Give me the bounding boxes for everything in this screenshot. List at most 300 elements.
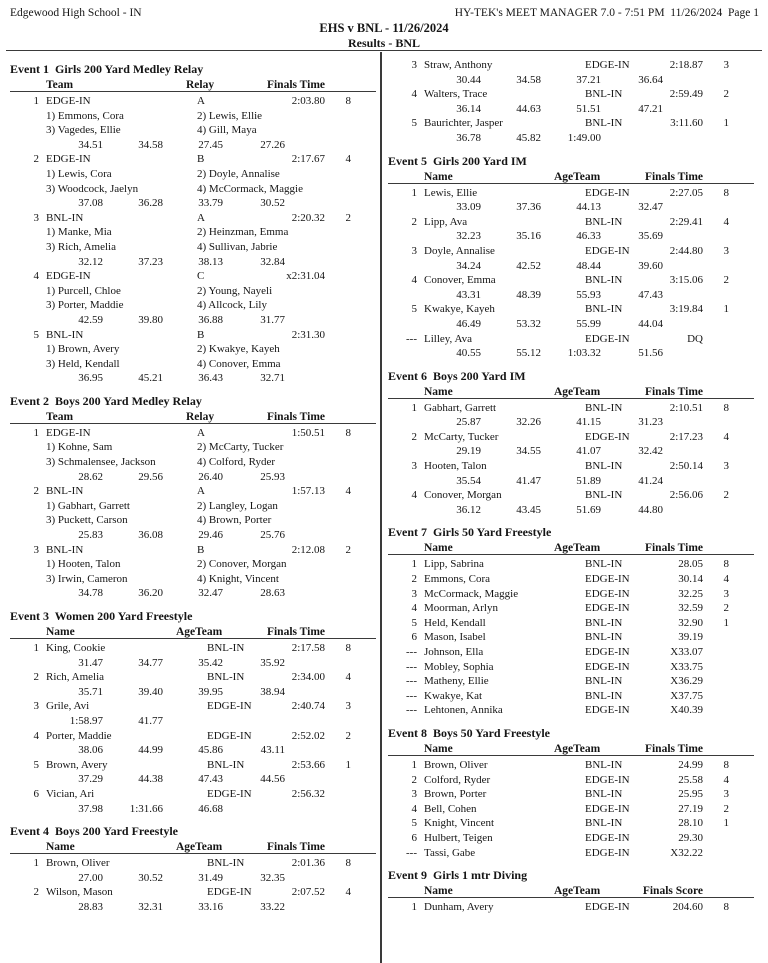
result-row — [10, 543, 376, 558]
result-row — [388, 459, 754, 474]
place: --- — [406, 846, 417, 859]
split-time: 36.08 — [138, 529, 163, 542]
team: A — [197, 95, 205, 107]
team: BNL-IN — [585, 117, 623, 130]
column-headers — [388, 168, 754, 184]
split-time: 37.08 — [78, 197, 103, 210]
team: B — [197, 543, 205, 556]
entrant-name: Johnson, Ella — [424, 646, 484, 658]
team: BNL-IN — [585, 215, 623, 228]
team: EDGE-IN — [585, 660, 630, 673]
finals-time: 32.59 — [678, 602, 703, 615]
result-row — [10, 641, 376, 656]
team: EDGE-IN — [585, 602, 630, 615]
finals-time: X37.75 — [670, 689, 703, 702]
entrant-name: Dunham, Avery — [424, 901, 494, 914]
swimmer-name: 3) Rich, Amelia — [46, 240, 116, 253]
entrant-name: Conover, Morgan — [424, 489, 502, 502]
place: --- — [406, 675, 417, 688]
finals-time: X40.39 — [670, 704, 703, 717]
split-time: 55.99 — [576, 317, 601, 330]
finals-time: 1:57.13 — [291, 485, 325, 498]
entrant-name: Colford, Ryder — [424, 773, 491, 786]
splits-row — [388, 131, 754, 146]
split-time: 42.59 — [78, 313, 103, 326]
split-time: 51.56 — [638, 347, 663, 360]
finals-time: 2:07.52 — [291, 886, 325, 899]
event-title: Event 4 Boys 200 Yard Freestyle — [10, 824, 178, 839]
split-time: 28.83 — [78, 900, 103, 913]
finals-time: 2:17.67 — [291, 153, 325, 166]
points: 3 — [345, 700, 351, 713]
finals-time: 2:59.49 — [669, 88, 703, 101]
entrant-name: BNL-IN — [46, 485, 84, 498]
relay-swimmers-row — [10, 225, 376, 240]
team: A — [197, 485, 205, 498]
split-time: 53.32 — [516, 317, 541, 330]
result-row — [388, 674, 754, 689]
place: --- — [406, 689, 417, 702]
split-time: 36.20 — [138, 587, 163, 600]
finals-time: 28.10 — [678, 817, 703, 830]
entrant-name: Held, Kendall — [424, 616, 486, 629]
event-section — [388, 718, 754, 860]
column-headers — [388, 383, 754, 399]
meet-title: EHS v BNL - 11/26/2024 — [319, 21, 449, 35]
place: 3 — [33, 211, 39, 224]
splits-row — [388, 229, 754, 244]
split-time: 31.77 — [260, 313, 285, 326]
header-entrant: Name — [424, 885, 453, 898]
split-time: 51.89 — [576, 474, 601, 487]
entrant-name: Grile, Avi — [46, 700, 90, 713]
team: EDGE-IN — [585, 646, 630, 658]
splits-row — [388, 503, 754, 518]
header-team: AgeTeam — [554, 885, 601, 898]
finals-time: X36.29 — [670, 675, 703, 688]
finals-time: X32.22 — [670, 846, 703, 859]
swimmer-name: 1) Lewis, Cora — [46, 167, 112, 180]
place: 5 — [411, 117, 417, 130]
split-time: 36.78 — [456, 131, 481, 144]
split-time: 55.12 — [516, 347, 541, 360]
finals-time: 32.90 — [678, 616, 703, 629]
entrant-name: Porter, Maddie — [46, 729, 112, 742]
finals-time: 2:27.05 — [669, 186, 703, 199]
split-time: 55.93 — [576, 288, 601, 301]
finals-time: 204.60 — [672, 901, 703, 914]
event-title: Event 5 Girls 200 Yard IM — [388, 153, 527, 168]
entrant-name: Vician, Ari — [46, 787, 95, 800]
place: 1 — [411, 401, 417, 414]
entrant-name: Brown, Oliver — [46, 857, 110, 870]
header-entrant: Team — [46, 79, 74, 91]
team: BNL-IN — [207, 758, 245, 771]
team: EDGE-IN — [207, 886, 252, 899]
header-finals: Finals Time — [266, 626, 325, 638]
split-time: 31.49 — [198, 871, 223, 884]
split-time: 27.45 — [198, 138, 223, 151]
header-team: AgeTeam — [554, 542, 601, 555]
header-finals: Finals Time — [266, 79, 325, 91]
column-headers — [10, 408, 376, 424]
split-time: 41.15 — [576, 416, 601, 429]
result-row — [388, 332, 754, 347]
relay-swimmers-row — [10, 284, 376, 299]
team: EDGE-IN — [585, 802, 630, 815]
split-time: 45.82 — [516, 131, 541, 144]
swimmer-name: 4) Gill, Maya — [197, 124, 257, 137]
splits-row — [388, 346, 754, 361]
place: 2 — [411, 430, 417, 443]
swimmer-name: 2) Lewis, Ellie — [197, 109, 263, 122]
result-row — [388, 273, 754, 288]
points: 8 — [723, 758, 729, 771]
entrant-name: EDGE-IN — [46, 426, 91, 439]
swimmer-name: 4) Allcock, Lily — [197, 299, 267, 312]
points: 3 — [723, 59, 729, 71]
team: B — [197, 328, 205, 341]
finals-time: 2:03.80 — [291, 95, 325, 107]
team: BNL-IN — [585, 675, 623, 688]
team: EDGE-IN — [585, 587, 630, 600]
result-row — [10, 670, 376, 685]
swimmer-name: 3) Held, Kendall — [46, 357, 120, 370]
swimmer-name: 3) Puckett, Carson — [46, 514, 128, 527]
finals-time: 3:19.84 — [669, 303, 703, 316]
entrant-name: Mason, Isabel — [424, 631, 486, 644]
points: 2 — [345, 543, 351, 556]
split-time: 32.71 — [260, 372, 285, 385]
swimmer-name: 2) Young, Nayeli — [197, 284, 273, 297]
finals-time: 29.30 — [678, 831, 703, 844]
relay-swimmers-row — [10, 240, 376, 255]
split-time: 35.69 — [638, 230, 663, 243]
splits-row — [10, 586, 376, 601]
entrant-name: Brown, Oliver — [424, 758, 488, 771]
result-row — [10, 729, 376, 744]
points: 1 — [345, 758, 351, 771]
place: 6 — [33, 787, 39, 800]
header-finals: Finals Time — [644, 170, 703, 183]
entrant-name: Baurichter, Jasper — [424, 117, 503, 130]
split-time: 45.86 — [198, 744, 223, 757]
entrant-name: Hulbert, Teigen — [424, 831, 493, 844]
splits-row — [10, 685, 376, 700]
split-time: 29.46 — [198, 529, 223, 542]
split-time: 36.12 — [456, 503, 481, 516]
finals-time: 2:12.08 — [291, 543, 325, 556]
split-time: 38.06 — [78, 744, 103, 757]
split-time: 36.95 — [78, 372, 103, 385]
splits-row — [10, 255, 376, 270]
split-time: 27.26 — [260, 138, 285, 151]
result-row — [388, 616, 754, 631]
place: 2 — [33, 153, 39, 166]
entrant-name: EDGE-IN — [46, 95, 91, 107]
finals-time: 2:29.41 — [669, 215, 703, 228]
column-headers — [10, 76, 376, 92]
team: EDGE-IN — [207, 700, 252, 713]
entrant-name: Hooten, Talon — [424, 460, 487, 473]
result-row — [10, 94, 376, 109]
entrant-name: Lipp, Ava — [424, 215, 468, 228]
team: BNL-IN — [585, 460, 623, 473]
place: 1 — [411, 558, 417, 571]
result-row — [388, 773, 754, 788]
header-finals: Finals Time — [644, 385, 703, 398]
header-finals: Finals Time — [266, 841, 325, 854]
place: --- — [406, 646, 417, 658]
place: 6 — [411, 831, 417, 844]
finals-time: 2:17.58 — [291, 642, 325, 654]
header-entrant: Name — [424, 742, 453, 755]
split-time: 32.31 — [138, 900, 163, 913]
team: B — [197, 153, 205, 166]
points: 2 — [723, 88, 729, 101]
entrant-name: Knight, Vincent — [424, 817, 495, 830]
points: 2 — [723, 489, 729, 502]
place: 4 — [411, 802, 417, 815]
swimmer-name: 3) Irwin, Cameron — [46, 572, 128, 585]
points: 1 — [723, 616, 729, 629]
entrant-name: BNL-IN — [46, 328, 84, 341]
relay-swimmers-row — [10, 572, 376, 587]
points: 1 — [723, 117, 729, 130]
column-divider — [380, 52, 382, 963]
place: 1 — [411, 758, 417, 771]
split-time: 28.63 — [260, 587, 285, 600]
finals-time: 24.99 — [678, 758, 703, 771]
split-time: 32.26 — [516, 416, 541, 429]
swimmer-name: 1) Emmons, Cora — [46, 109, 124, 122]
split-time: 34.77 — [138, 656, 163, 669]
swimmer-name: 2) Conover, Morgan — [197, 558, 287, 571]
place: 1 — [33, 95, 39, 107]
result-row — [10, 328, 376, 343]
swimmer-name: 4) Knight, Vincent — [197, 572, 279, 585]
header-team: AgeTeam — [176, 841, 223, 854]
splits-row — [10, 470, 376, 485]
relay-swimmers-row — [10, 357, 376, 372]
finals-time: 2:31.30 — [291, 328, 325, 341]
points: 1 — [723, 817, 729, 830]
splits-row — [10, 772, 376, 787]
team: C — [197, 270, 205, 283]
finals-time: 39.19 — [678, 631, 703, 644]
split-time: 32.23 — [456, 230, 481, 243]
splits-row — [10, 743, 376, 758]
place: 3 — [411, 587, 417, 600]
event-section — [388, 54, 754, 146]
split-time: 25.93 — [260, 470, 285, 483]
entrant-name: Straw, Anthony — [424, 59, 493, 71]
result-row — [388, 302, 754, 317]
finals-time: 2:34.00 — [291, 671, 325, 684]
place: 3 — [411, 59, 417, 71]
team: EDGE-IN — [585, 332, 630, 345]
header-entrant: Name — [424, 542, 453, 555]
split-time: 36.14 — [456, 102, 481, 115]
result-row — [388, 401, 754, 416]
split-time: 48.44 — [576, 259, 601, 272]
split-time: 46.68 — [198, 802, 223, 815]
split-time: 33.09 — [456, 201, 481, 214]
swimmer-name: 2) McCarty, Tucker — [197, 441, 284, 454]
split-time: 35.92 — [260, 656, 285, 669]
team: BNL-IN — [207, 642, 245, 654]
results-subtitle: Results - BNL — [347, 36, 420, 50]
team: EDGE-IN — [585, 430, 630, 443]
split-time: 39.60 — [638, 259, 663, 272]
swimmer-name: 1) Brown, Avery — [46, 343, 120, 356]
team: A — [197, 426, 205, 439]
result-row — [388, 787, 754, 802]
split-time: 32.42 — [638, 445, 663, 458]
relay-swimmers-row — [10, 557, 376, 572]
split-time: 51.69 — [576, 503, 601, 516]
place: 5 — [33, 758, 39, 771]
header-entrant: Name — [46, 841, 75, 854]
finals-time: 2:17.23 — [669, 430, 703, 443]
finals-time: 2:52.02 — [291, 729, 325, 742]
meet-manager-info: HY-TEK's MEET MANAGER 7.0 - 7:51 PM 11/26/2024 Page 1 — [454, 7, 759, 19]
split-time: 42.52 — [516, 259, 541, 272]
column-headers — [388, 539, 754, 555]
header-rule — [6, 50, 762, 51]
team: EDGE-IN — [585, 831, 630, 844]
header-team: AgeTeam — [176, 626, 223, 638]
points: 3 — [723, 244, 729, 257]
points: 4 — [345, 671, 351, 684]
team: EDGE-IN — [585, 59, 630, 71]
splits-row — [388, 259, 754, 274]
split-time: 37.36 — [516, 201, 541, 214]
header-entrant: Name — [424, 385, 453, 398]
result-row — [10, 787, 376, 802]
entrant-name: Mobley, Sophia — [424, 660, 494, 673]
entrant-name: Lilley, Ava — [424, 332, 472, 345]
split-time: 25.76 — [260, 529, 285, 542]
split-time: 32.12 — [78, 255, 103, 268]
points: 3 — [723, 587, 729, 600]
entrant-name: McCormack, Maggie — [424, 587, 519, 600]
swimmer-name: 3) Porter, Maddie — [46, 299, 124, 312]
team: BNL-IN — [207, 857, 245, 870]
team: BNL-IN — [585, 274, 623, 287]
split-time: 30.44 — [456, 73, 481, 86]
finals-time: 2:56.32 — [291, 787, 325, 800]
split-time: 44.13 — [576, 201, 601, 214]
entrant-name: BNL-IN — [46, 543, 84, 556]
points: 4 — [345, 485, 351, 498]
split-time: 25.87 — [456, 416, 481, 429]
place: 5 — [411, 303, 417, 316]
split-time: 35.42 — [198, 656, 223, 669]
swimmer-name: 3) Schmalensee, Jackson — [46, 456, 156, 469]
swimmer-name: 1) Purcell, Chloe — [46, 284, 121, 297]
entrant-name: Brown, Porter — [424, 788, 487, 801]
split-time: 30.52 — [260, 197, 285, 210]
team: EDGE-IN — [207, 787, 252, 800]
team: EDGE-IN — [585, 901, 630, 914]
finals-time: 3:15.06 — [669, 274, 703, 287]
splits-row — [388, 288, 754, 303]
event-title: Event 2 Boys 200 Yard Medley Relay — [10, 393, 202, 408]
entrant-name: Matheny, Ellie — [424, 675, 489, 688]
place: 2 — [411, 573, 417, 586]
entrant-name: Lehtonen, Annika — [424, 704, 503, 717]
split-time: 32.47 — [638, 201, 663, 214]
result-row — [388, 488, 754, 503]
finals-time: X33.07 — [670, 646, 703, 658]
split-time: 48.39 — [516, 288, 541, 301]
split-time: 28.62 — [78, 470, 103, 483]
split-time: 43.45 — [516, 503, 541, 516]
splits-row — [10, 313, 376, 328]
result-row — [388, 660, 754, 675]
event-section — [10, 386, 376, 601]
split-time: 34.58 — [138, 138, 163, 151]
points: 4 — [723, 773, 729, 786]
column-headers — [388, 882, 754, 898]
split-time: 1:31.66 — [129, 802, 163, 815]
splits-row — [10, 900, 376, 915]
event-section — [388, 860, 754, 915]
entrant-name: Brown, Avery — [46, 758, 108, 771]
place: 1 — [33, 642, 39, 654]
relay-swimmers-row — [10, 455, 376, 470]
split-time: 38.94 — [260, 685, 285, 698]
points: 2 — [723, 274, 729, 287]
split-time: 25.83 — [78, 529, 103, 542]
result-row — [10, 152, 376, 167]
splits-row — [388, 317, 754, 332]
split-time: 44.99 — [138, 744, 163, 757]
left-column — [10, 54, 376, 915]
host-school: Edgewood High School - IN — [10, 7, 142, 19]
points: 4 — [345, 153, 351, 166]
result-row — [388, 116, 754, 131]
splits-row — [388, 102, 754, 117]
splits-row — [10, 714, 376, 729]
result-row — [388, 572, 754, 587]
relay-swimmers-row — [10, 167, 376, 182]
split-time: 34.78 — [78, 587, 103, 600]
header-team: AgeTeam — [554, 170, 601, 183]
result-row — [388, 58, 754, 73]
split-time: 46.49 — [456, 317, 481, 330]
place: 4 — [33, 729, 39, 742]
place: 2 — [33, 671, 39, 684]
split-time: 44.63 — [516, 102, 541, 115]
split-time: 27.00 — [78, 871, 103, 884]
swimmer-name: 2) Doyle, Annalise — [197, 167, 280, 180]
event-title: Event 9 Girls 1 mtr Diving — [388, 868, 528, 883]
split-time: 43.31 — [456, 288, 481, 301]
split-time: 34.51 — [78, 138, 103, 151]
finals-time: 2:50.14 — [669, 460, 703, 473]
split-time: 43.11 — [260, 744, 285, 757]
points: 2 — [345, 729, 351, 742]
swimmer-name: 4) Colford, Ryder — [197, 456, 276, 469]
finals-time: 2:44.80 — [669, 244, 703, 257]
swimmer-name: 1) Hooten, Talon — [46, 558, 121, 571]
finals-time: 2:53.66 — [291, 758, 325, 771]
swimmer-name: 2) Kwakye, Kayeh — [197, 343, 280, 356]
place: 2 — [411, 773, 417, 786]
finals-time: 32.25 — [678, 587, 703, 600]
